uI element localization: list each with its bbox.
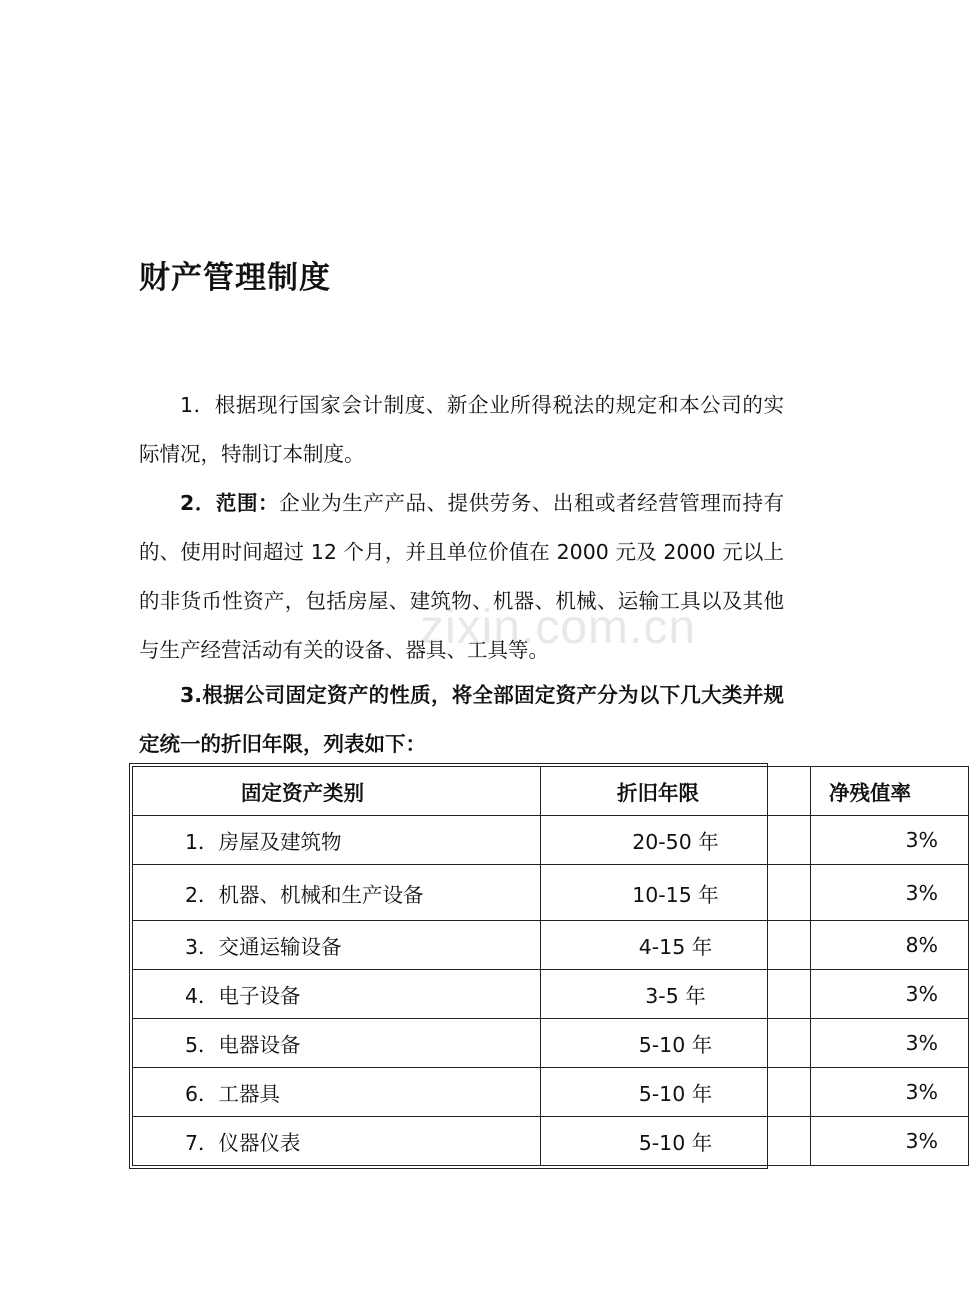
cell-category: 5．电器设备 xyxy=(133,1019,541,1068)
depreciation-table-frame xyxy=(129,763,938,1169)
paragraph-purpose: 1．根据现行国家会计制度、新企业所得税法的规定和本公司的实际情况，特制订本制度。 xyxy=(139,393,784,466)
cell-rate: 3% xyxy=(811,1019,969,1068)
cell-years: 5-10 年 xyxy=(541,1117,811,1166)
table-row xyxy=(133,816,969,865)
scope-label: 2．范围： xyxy=(180,491,280,515)
cell-rate: 8% xyxy=(811,921,969,970)
table-row xyxy=(133,865,969,921)
cell-category: 4．电子设备 xyxy=(133,970,541,1019)
cell-rate: 3% xyxy=(811,816,969,865)
cell-years: 5-10 年 xyxy=(541,1068,811,1117)
table-row xyxy=(133,1117,969,1166)
scope-body: 企业为生产产品、提供劳务、出租或者经营管理而持有的、使用时间超过 12 个月，并且单位价值在 2000 元及 2000 元以上的非货币性资产，包括房屋、建筑物、机器、机械、运输工具以及其他与生产经营活动有关的设备、器具、工具等。 xyxy=(139,491,785,662)
page-title: 财产管理制度 xyxy=(139,260,331,296)
watermark: zixin.com.cn xyxy=(420,601,697,654)
cell-years: 5-10 年 xyxy=(541,1019,811,1068)
table-row xyxy=(133,1019,969,1068)
cell-rate: 3% xyxy=(811,970,969,1019)
cell-category: 3．交通运输设备 xyxy=(133,921,541,970)
header-asset-category: 固定资产类别 xyxy=(133,767,541,816)
header-depreciation-years: 折旧年限 xyxy=(541,767,811,816)
cell-rate: 3% xyxy=(811,1117,969,1166)
paragraph-classification: 3.根据公司固定资产的性质，将全部固定资产分为以下几大类并规定统一的折旧年限，列表如下： xyxy=(139,683,784,756)
table-header-row xyxy=(133,767,969,816)
table-row xyxy=(133,970,969,1019)
cell-rate: 3% xyxy=(811,865,969,921)
table-row xyxy=(133,921,969,970)
depreciation-table xyxy=(132,766,969,1166)
table-row xyxy=(133,1068,969,1117)
cell-years: 10-15 年 xyxy=(541,865,811,921)
cell-years: 4-15 年 xyxy=(541,921,811,970)
cell-years: 3-5 年 xyxy=(541,970,811,1019)
cell-category: 1．房屋及建筑物 xyxy=(133,816,541,865)
cell-category: 2．机器、机械和生产设备 xyxy=(133,865,541,921)
header-residual-rate: 净残值率 xyxy=(811,767,969,816)
cell-category: 6．工器具 xyxy=(133,1068,541,1117)
cell-rate: 3% xyxy=(811,1068,969,1117)
cell-category: 7．仪器仪表 xyxy=(133,1117,541,1166)
cell-years: 20-50 年 xyxy=(541,816,811,865)
